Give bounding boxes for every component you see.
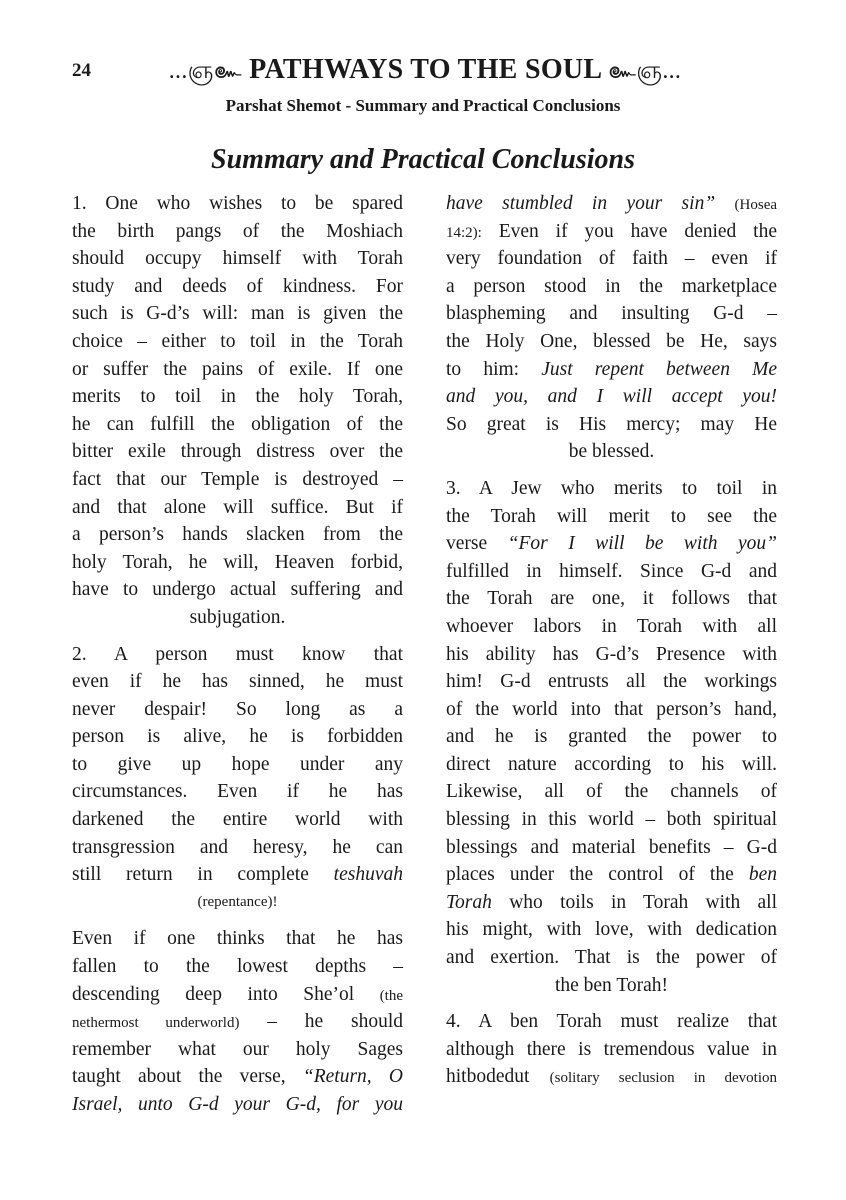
right-column — [446, 190, 777, 1091]
text-line: the Torah will merit to see the — [446, 505, 777, 527]
text-line: bitter exile through distress over the — [72, 441, 403, 463]
text-line: or suffer the pains of exile. If one — [72, 358, 403, 380]
text-line — [446, 218, 777, 246]
text-line: his might, with love, with dedication — [446, 919, 777, 941]
text-line: choice – either to toil in the Torah — [72, 330, 403, 352]
text-line — [446, 861, 777, 889]
text-line: never despair! So long as a — [72, 698, 403, 720]
ornament-right-icon: ๛ஞ... — [608, 58, 682, 84]
text-line: circumstances. Even if he has — [72, 781, 403, 803]
ornament-left-icon: ...ஞ๛ — [168, 58, 242, 84]
text-line: very foundation of faith – even if — [446, 248, 777, 270]
text-span: – he should — [267, 1011, 404, 1033]
text-line: such is G-d’s will: man is given the — [72, 303, 403, 325]
text-line: even if he has sinned, he must — [72, 671, 403, 693]
text-span: taught about the verse, — [72, 1066, 286, 1088]
text-line — [446, 190, 777, 218]
text-line: him! G-d entrusts all the workings — [446, 671, 777, 693]
text-line — [446, 530, 777, 558]
italic-term: ben — [748, 864, 778, 886]
text-line — [446, 356, 777, 384]
running-title: PATHWAYS TO THE SOUL — [249, 54, 601, 85]
text-line: a person stood in the marketplace — [446, 275, 777, 297]
text-span: Even if you have denied the — [498, 220, 777, 242]
text-span: who toils in Torah with all — [509, 891, 777, 913]
running-head — [130, 50, 720, 89]
text-line: remember what our holy Sages — [72, 1038, 403, 1060]
citation: (Hosea — [734, 197, 778, 213]
text-line: 3. A Jew who merits to toil in — [446, 477, 777, 499]
text-line: of the world into that person’s hand, — [446, 698, 777, 720]
gloss: (solitary seclusion in devotion — [549, 1070, 777, 1087]
chapter-subtitle: Parshat Shemot - Summary and Practical Conclusions — [225, 96, 621, 115]
text-line: 2. A person must know that — [72, 643, 403, 665]
left-column — [72, 190, 403, 1119]
text-line: the birth pangs of the Moshiach — [72, 220, 403, 242]
text-line: fulfilled in himself. Since G-d and — [446, 560, 777, 582]
text-line: the Holy One, blessed be He, says — [446, 330, 777, 352]
text-line: subjugation. — [189, 606, 286, 628]
text-line: be blessed. — [568, 441, 655, 463]
text-line: his ability has G-d’s Presence with — [446, 643, 777, 665]
text-line: holy Torah, he will, Heaven forbid, — [72, 551, 403, 573]
text-line — [72, 981, 403, 1009]
text-line: 4. A ben Torah must realize that — [446, 1011, 777, 1033]
text-line: merits to toil in the holy Torah, — [72, 386, 403, 408]
text-line — [446, 889, 777, 917]
text-line: Likewise, all of the channels of — [446, 781, 777, 803]
text-line: transgression and heresy, he can — [72, 836, 403, 858]
section-title: Summary and Practical Conclusions — [211, 144, 635, 175]
text-span: verse — [446, 533, 488, 555]
text-line: should occupy himself with Torah — [72, 248, 403, 270]
text-line: blessings and material benefits – G-d — [446, 836, 777, 858]
text-span: descending deep into She’ol — [72, 983, 355, 1005]
text-line: and exertion. That is the power of — [446, 947, 777, 969]
gloss: (the — [379, 987, 404, 1004]
text-line — [72, 1008, 403, 1036]
quote: “Return, O — [302, 1066, 404, 1088]
text-line: fallen to the lowest depths – — [72, 956, 403, 978]
text-line: darkened the entire world with — [72, 809, 403, 831]
text-line: fact that our Temple is destroyed – — [72, 468, 403, 490]
text-line: to give up hope under any — [72, 753, 403, 775]
text-line: the ben Torah! — [554, 974, 669, 996]
text-line: have to undergo actual suffering and — [72, 579, 403, 601]
text-line: although there is tremendous value in — [446, 1038, 777, 1060]
text-span: places under the control of the — [446, 864, 734, 886]
text-line: (repentance)! — [197, 893, 278, 910]
text-line — [446, 383, 777, 411]
text-span: still return in complete — [72, 864, 309, 886]
text-line: and that alone will suffice. But if — [72, 496, 403, 518]
text-line: a person’s hands slacken from the — [72, 524, 403, 546]
text-line — [446, 1063, 777, 1091]
gloss: nethermost underworld) — [72, 1015, 240, 1032]
text-line: direct nature according to his will. — [446, 753, 777, 775]
quote: and you, and I will accept you! — [446, 386, 777, 408]
text-line: blaspheming and insulting G-d – — [446, 303, 777, 325]
quote: “For I will be with you” — [507, 533, 777, 555]
italic-term: teshuvah — [333, 864, 403, 886]
text-line: Even if one thinks that he has — [72, 928, 403, 950]
text-line: he can fulfill the obligation of the — [72, 413, 403, 435]
text-line: whoever labors in Torah with all — [446, 615, 777, 637]
text-line: 1. One who wishes to be spared — [72, 193, 403, 214]
quote: Just repent between Me — [541, 358, 777, 380]
page-number: 24 — [72, 60, 91, 81]
text-line: So great is His mercy; may He — [446, 413, 777, 435]
citation: 14:2): — [446, 224, 482, 241]
quote: Israel, unto G-d your G-d, for you — [72, 1094, 403, 1115]
text-line: the Torah are one, it follows that — [446, 588, 777, 610]
text-line: person is alive, he is forbidden — [72, 726, 403, 748]
quote: have stumbled in your sin” — [446, 193, 716, 214]
text-line: blessing in this world – both spiritual — [446, 809, 777, 831]
text-line — [72, 1063, 403, 1091]
text-line — [72, 1091, 403, 1119]
text-line: and he is granted the power to — [446, 726, 777, 748]
text-line: study and deeds of kindness. For — [72, 275, 403, 297]
text-line — [72, 861, 403, 889]
text-span: to him: — [446, 358, 520, 380]
text-span: hitbodedut — [446, 1066, 530, 1088]
italic-term: Torah — [446, 891, 492, 913]
